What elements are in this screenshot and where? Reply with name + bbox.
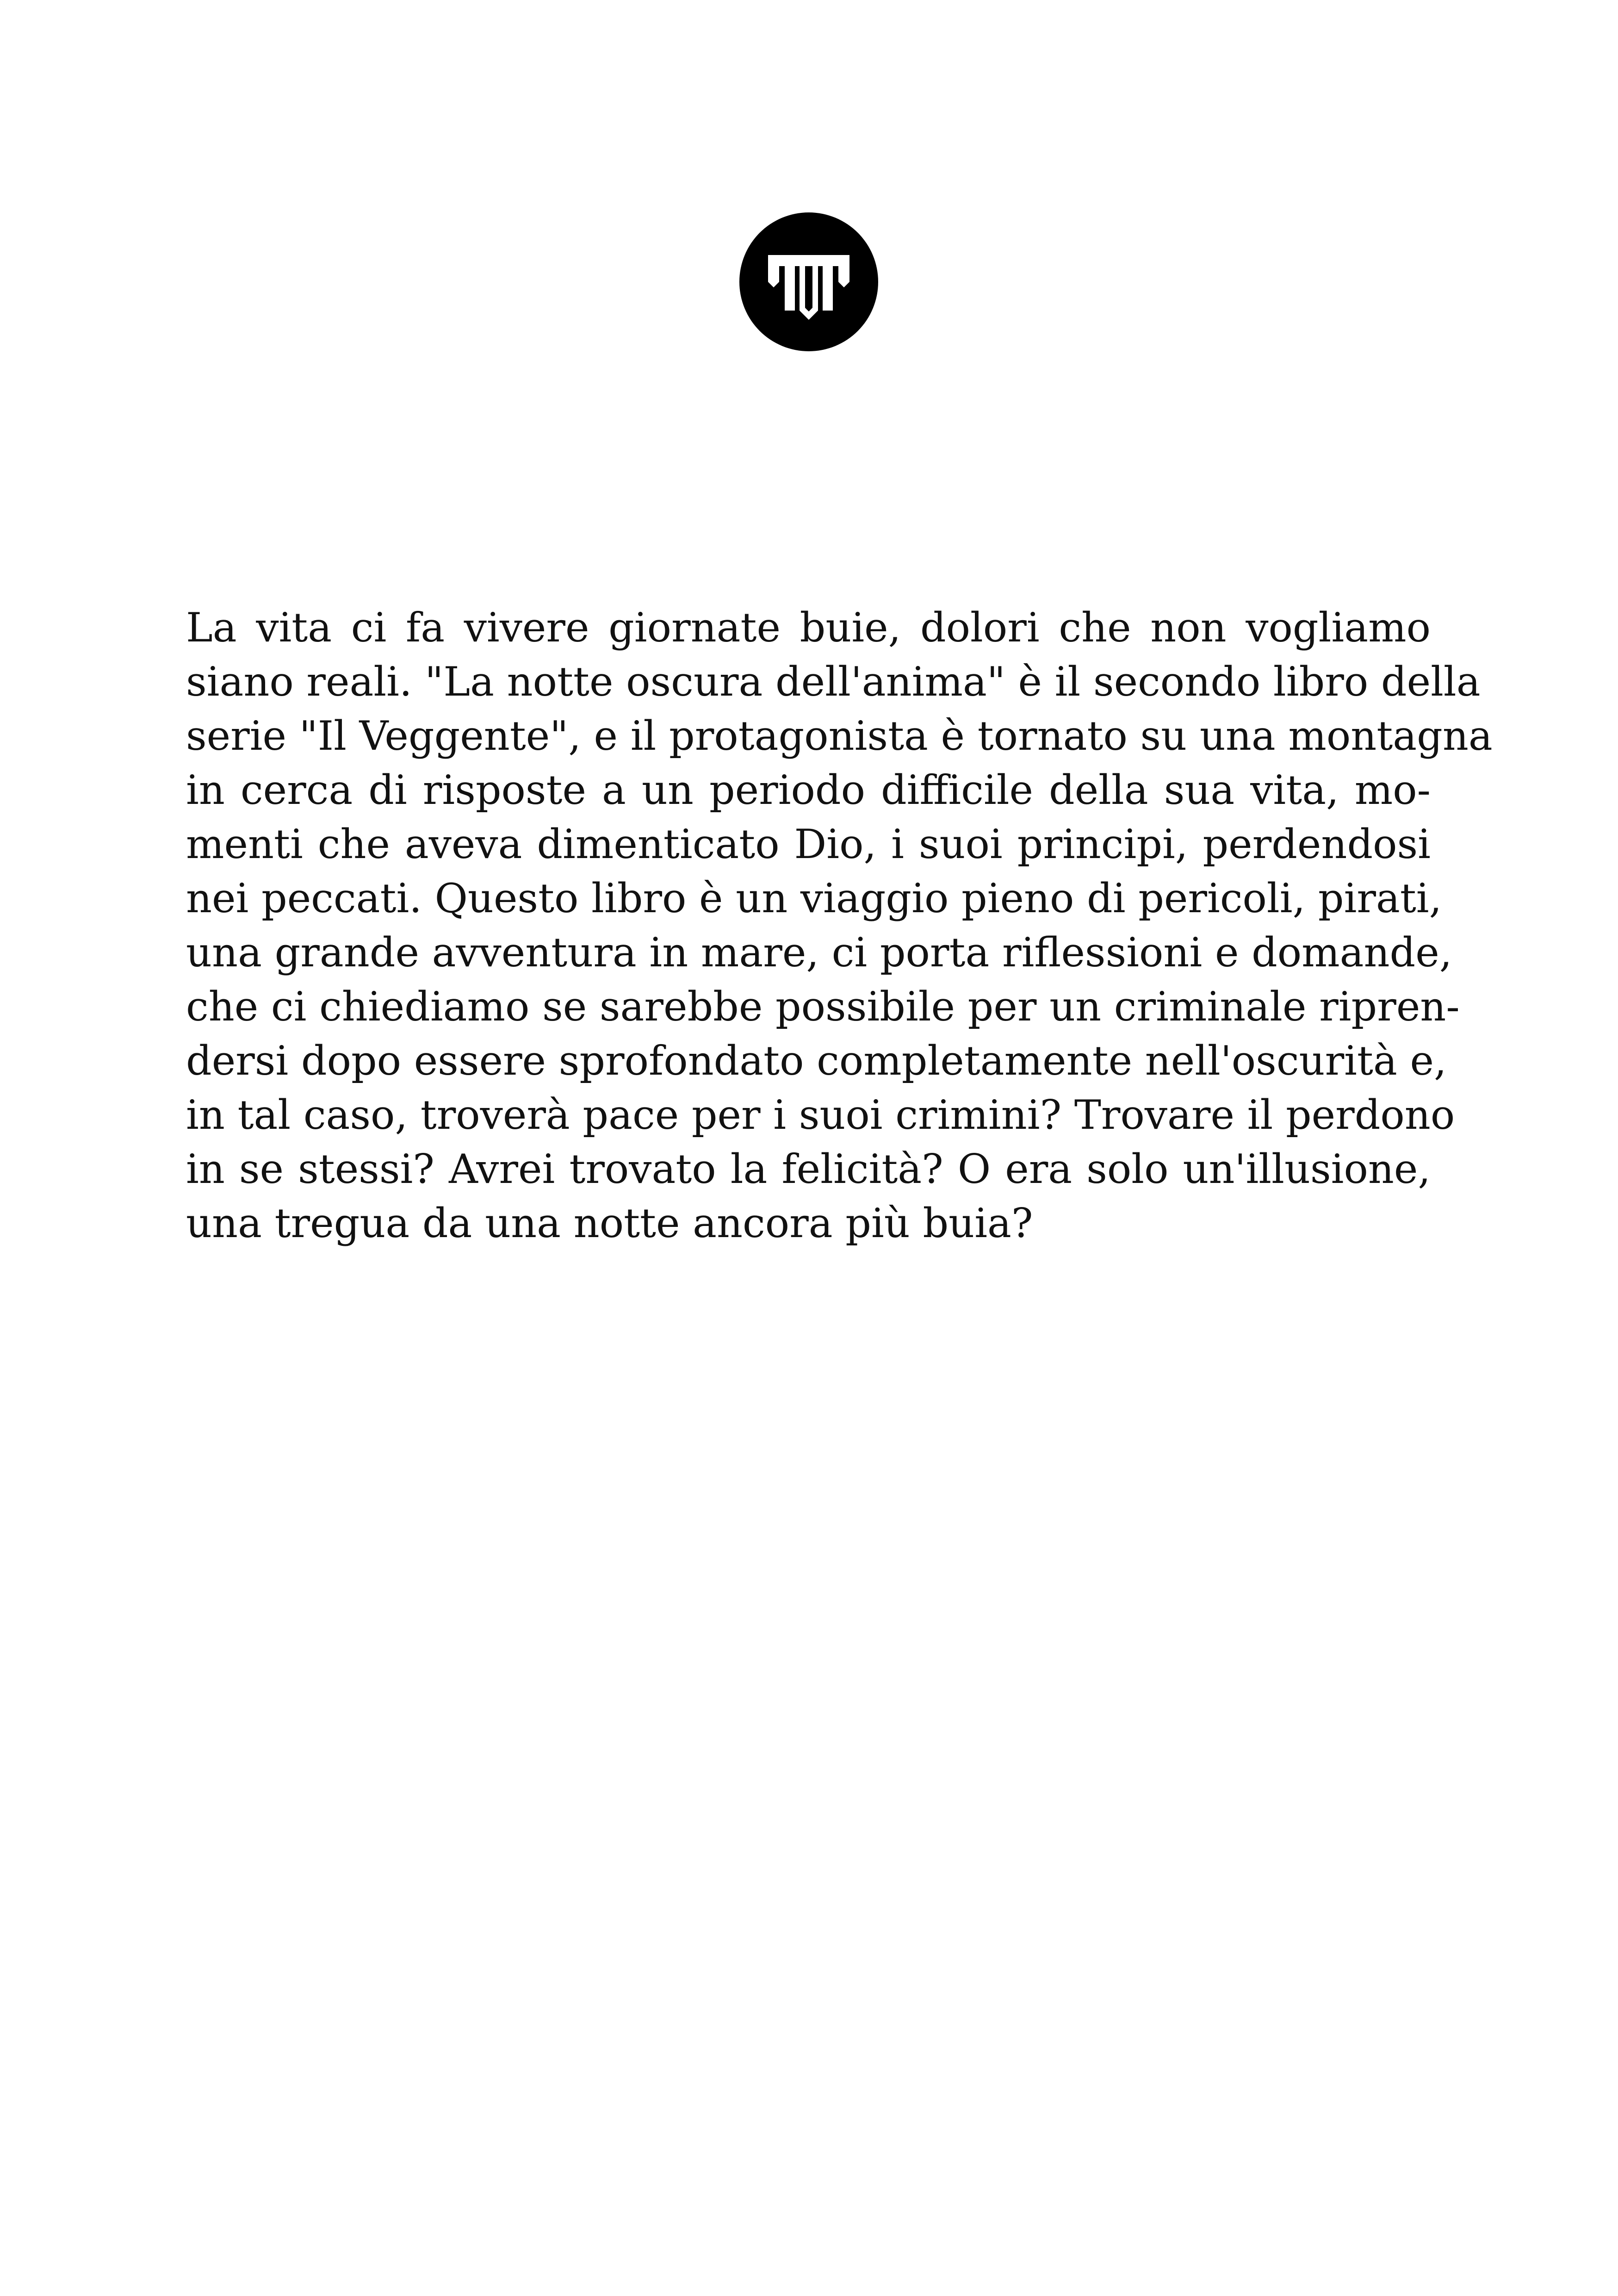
blurb-line: siano reali. "La notte oscura dell'anima" è il secondo libro della [186,658,1481,705]
blurb-line: in se stessi? Avrei trovato la felicità? O era solo un'illusione, [186,1145,1431,1193]
blurb-line: serie "Il Veggente", e il protagonista è tornato su una montagna [186,712,1493,759]
blurb-line: menti che aveva dimenticato Dio, i suoi principi, perdendosi [186,821,1431,868]
publisher-logo [739,212,878,351]
blurb-line: dersi dopo essere sprofondato completamente nell'oscurità e, [186,1037,1447,1084]
back-cover-blurb [186,601,1493,1251]
blurb-line: in tal caso, troverà pace per i suoi crimini? Trovare il perdono [186,1091,1455,1139]
blurb-line: La vita ci fa vivere giornate buie, dolori che non vogliamo [186,604,1431,651]
publisher-tt-logo-icon [739,212,878,351]
blurb-line: una grande avventura in mare, ci porta riflessioni e domande, [186,929,1452,976]
blurb-line: in cerca di risposte a un periodo difficile della sua vita, mo- [186,766,1431,814]
blurb-line: che ci chiediamo se sarebbe possibile per un criminale ripren- [186,983,1460,1030]
blurb-line: nei peccati. Questo libro è un viaggio pieno di pericoli, pirati, [186,875,1442,922]
blurb-line: una tregua da una notte ancora più buia? [186,1200,1033,1247]
